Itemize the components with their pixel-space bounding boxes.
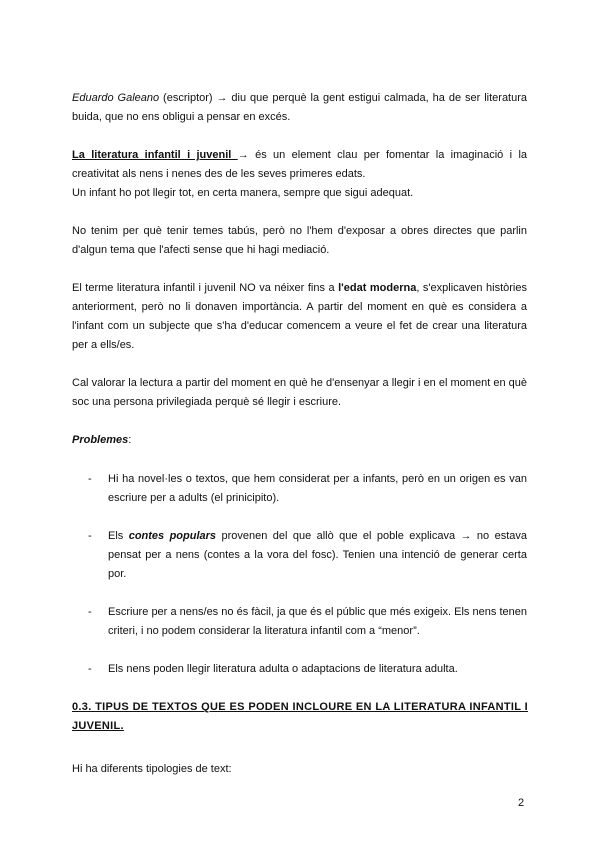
paragraph-galeano: [72, 89, 527, 127]
item2-after: provenen del que allò que el poble explicava → no estava pensat per a nens (contes a la vora del fosc). Tenien una intenció de generar certa por.: [108, 530, 527, 580]
problems-colon: :: [128, 434, 132, 446]
list-dash: -: [88, 473, 92, 485]
section-heading: 0.3. TIPUS DE TEXTOS QUE ES PODEN INCLOURE EN LA LITERATURA INFANTIL I JUVENIL.: [72, 701, 528, 732]
list-item-text: Escriure per a nens/es no és fàcil, ja que és el públic que més exigeix. Els nens tenen criteri, i no podem considerar la literatura infantil com a “menor”.: [108, 606, 527, 637]
problems-heading: [72, 431, 527, 450]
paragraph-edat-moderna: [72, 279, 527, 355]
paragraph-definition: [72, 146, 527, 203]
problems-label: Problemes: [72, 434, 129, 446]
edat-before: El terme literatura infantil i juvenil NO va néixer fins a: [72, 282, 339, 294]
item2-before: Els: [108, 530, 129, 542]
list-item-text: [108, 527, 527, 584]
list-dash: -: [88, 530, 92, 542]
list-item-text: Hi ha novel·les o textos, que hem considerat per a infants, però en un origen es van escriure per a adults (el prinicipito).: [108, 473, 527, 504]
definition-line2: Un infant ho pot llegir tot, en certa manera, sempre que sigui adequat.: [72, 187, 414, 199]
list-item-text: Els nens poden llegir literatura adulta o adaptacions de literatura adulta.: [108, 663, 458, 675]
author-name: Eduardo Galeano: [72, 92, 160, 104]
edat-moderna-bold: l'edat moderna: [338, 282, 417, 294]
paragraph-tabus: No tenim per què tenir temes tabús, però no l'hem d'exposar a obres directes que parlin d'algun tema que l'afecti sense que hi hagi mediació.: [72, 225, 527, 256]
contes-populars-bold: contes populars: [128, 530, 217, 542]
page-number: 2: [518, 797, 525, 809]
list-dash: -: [88, 663, 92, 675]
paragraph-tipologies: Hi ha diferents tipologies de text:: [72, 763, 232, 775]
list-dash: -: [88, 606, 92, 618]
paragraph-lectura: Cal valorar la lectura a partir del moment en què he d'ensenyar a llegir i en el moment en què soc una persona privilegiada perquè sé llegir i escriure.: [72, 377, 527, 408]
edat-after: , s'explicaven històries anteriorment, però no li donaven importància. A partir del moment en què es considera a l'infant com un subjecte que s'ha d'educar comencem a veure el fet de crear una literatura per a ells/es.: [72, 282, 527, 351]
galeano-text: (escriptor) → diu que perquè la gent estigui calmada, ha de ser literatura buida, que no ens obligui a pensar en excés.: [72, 92, 528, 123]
term-literatura-infantil: La literatura infantil i juvenil: [72, 149, 238, 161]
definition-text: → és un element clau per fomentar la imaginació i la creativitat als nens i nenes des de les seves primeres edats.: [72, 149, 528, 180]
